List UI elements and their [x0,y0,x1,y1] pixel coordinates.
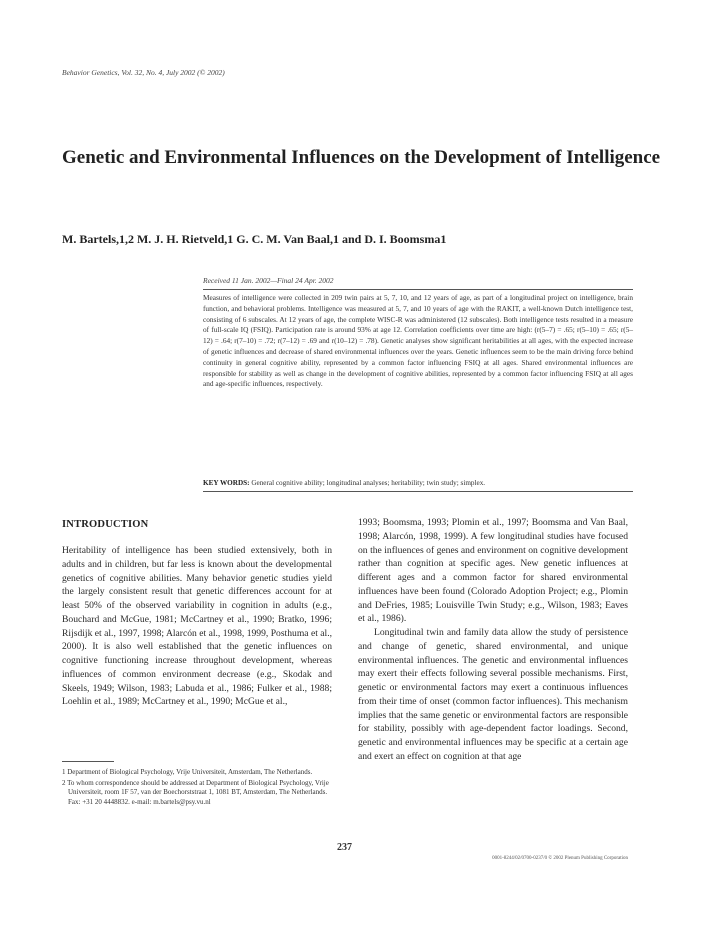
right-column [358,516,628,764]
received-dates: Received 11 Jan. 2002—Final 24 Apr. 2002 [203,276,334,285]
keywords-text: General cognitive ability; longitudinal analyses; heritability; twin study; simplex. [251,479,486,487]
abstract: Measures of intelligence were collected in 209 twin pairs at 5, 7, 10, and 12 years of age, as part of a longitudinal project on intelligence, brain function, and behavioral problems. Intelligence was measured at 5, 7, and 10 years of age with the RAKIT, a well-known Dutch intelligence test, consisting of 6 subscales. At 12 years of age, the complete WISC-R was administered (12 subscales). Both intelligence tests resulted in a measure of full-scale IQ (FSIQ). Participation rate is around 93% at age 12. Correlation coefficients over time are high: (r(5–7) = .65; r(5–10) = .65; r(5–12) = .64; r(7–10) = .72; r(7–12) = .69 and r(10–12) = .78). Genetic analyses show significant heritabilities at all ages, with the expected increase of genetic influences and decrease of shared environmental influences over the years. Genetic influences seem to be the main driving force behind continuity in general cognitive ability, represented by a common factor influencing FSIQ at all ages. Shared environmental influences are responsible for stability as well as change in the development of cognitive abilities, represented by a common factor influencing FSIQ at all ages and age-specific influences, respectively. [203,293,633,389]
intro-paragraph-left: Heritability of intelligence has been studied extensively, both in adults and in children, but far less is known about the developmental genetics of cognitive abilities. Many behavior genetic studies yield the largely consistent result that genetic differences account for at least 50% of the observed variability in cognition in adults (e.g., Bouchard and McGue, 1981; McCartney et al., 1990; Bratko, 1996; Rijsdijk et al., 1997, 1998; Alarcón et al., 1998, 1999, Posthuma et al., 2000). It is also well established that the genetic influences on cognitive functioning increase throughout development, whereas influences of common environment decrease (e.g., Skodak and Skeels, 1949; Wilson, 1983; Labuda et al., 1986; Fulker et al., 1988; Loehlin et al., 1989; McCartney et al., 1990; McGue et al., [62,545,332,708]
footnote-rule [62,761,114,762]
journal-reference: Behavior Genetics, Vol. 32, No. 4, July 2002 (© 2002) [62,68,225,77]
footnotes [62,768,332,808]
keywords-line [203,479,633,487]
section-heading-introduction: INTRODUCTION [62,519,149,530]
page-number: 237 [337,842,352,853]
abstract-bottom-rule [203,491,633,492]
paper-title: Genetic and Environmental Influences on the Development of Intelligence [62,147,661,168]
footnote-1: 1 Department of Biological Psychology, Vrije Universiteit, Amsterdam, The Netherlands. [62,768,313,776]
copyright-line: 0001-8244/02/0700-0237/0 © 2002 Plenum Publishing Corporation [492,856,628,861]
keywords-label: KEY WORDS: [203,479,250,487]
footnote-2: 2 To whom correspondence should be addressed at Department of Biological Psychology, Vrije Universiteit, room 1F 57, van der Boechorststraat 1, 1081 BT, Amsterdam, The Netherlands. Fax: +31 20 4448832. e-mail: m.bartels@psy.vu.nl [62,778,329,806]
right-paragraph-1: 1993; Boomsma, 1993; Plomin et al., 1997; Boomsma and Van Baal, 1998; Alarcón, 1998, 1999). A few longitudinal studies have focused on the influences of genes and environment on cognitive development rather than cognition at specific ages. New genetic influences at different ages and a common factor for shared environmental influences have been found (Colorado Adoption Project; e.g., Plomin and DeFries, 1985; Louisville Twin Study; e.g., Wilson, 1983; Eaves et al., 1986). [358,517,628,625]
right-paragraph-2: Longitudinal twin and family data allow the study of persistence and change of genetic, shared environmental, and unique environmental influences. The genetic and environmental influences may exert their effects following several possible mechanisms. First, genetic or environmental factors may exert a continuous influences from their time of onset (common factor influences). This mechanism implies that the same genetic or environmental factors are responsible for stability, possibly with age-dependent factor loadings. Second, genetic and environmental influences may be specific at a certain age and exert an effect on cognition at that age [358,627,628,762]
author-list: M. Bartels,1,2 M. J. H. Rietveld,1 G. C. M. Van Baal,1 and D. I. Boomsma1 [62,232,447,246]
abstract-top-rule [203,289,633,290]
